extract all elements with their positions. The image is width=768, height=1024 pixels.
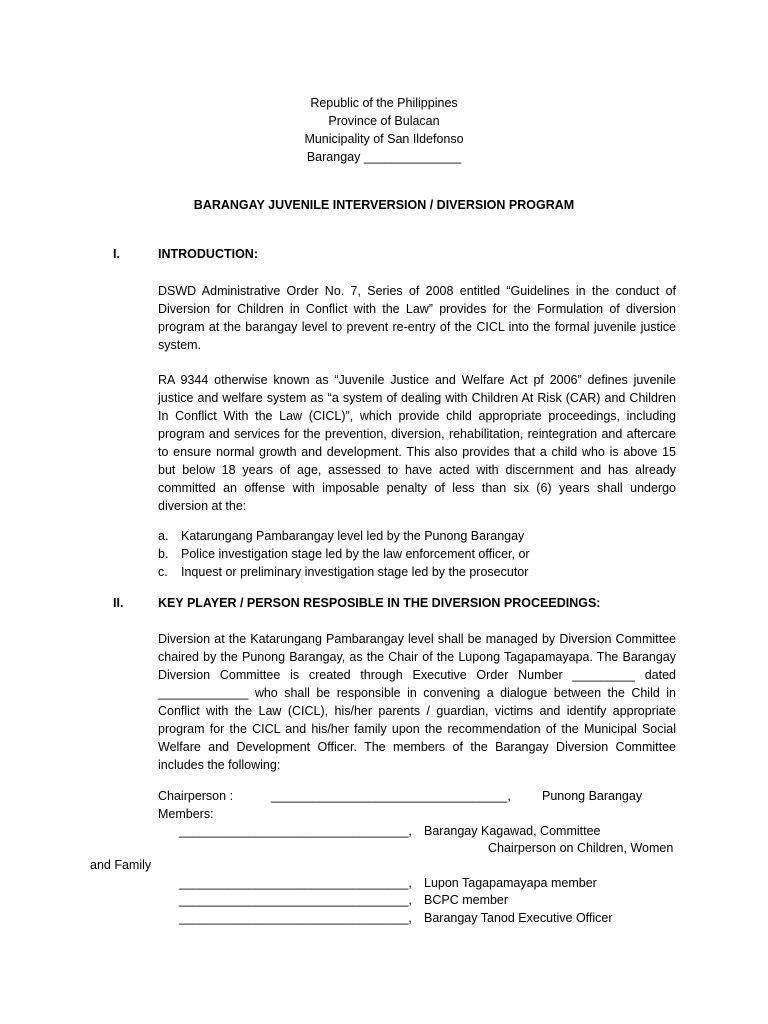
section-2-number: II.: [113, 596, 124, 610]
member-role: BCPC member: [424, 893, 509, 907]
member-role-continued-2: and Family: [90, 858, 152, 872]
member-blank: _________________________________,: [179, 911, 412, 925]
document-title: BARANGAY JUVENILE INTERVERSION / DIVERSION PROGRAM: [193, 198, 575, 212]
list-item: a. Katarungang Pambarangay level led by the Punong Barangay: [158, 529, 525, 543]
member-role: Barangay Kagawad, Committee: [424, 824, 601, 838]
list-item: c. Inquest or preliminary investigation stage led by the prosecutor: [158, 565, 529, 579]
section-1-paragraph-2: RA 9344 otherwise known as “Juvenile Justice and Welfare Act pf 2006” defines juvenile justice and welfare system as “a system of dealing with Children At Risk (CAR) and Children In Conflict With the Law (CICL)”, which provide child appropriate proceedings, including program and services for the prevention, diversion, rehabilitation, reintegration and aftercare to ensure normal growth and development. This also provides that a child who is above 15 but below 18 years of age, assessed to have acted with discernment and has already committed an offense with imposable penalty of less than six (6) years shall undergo diversion at the:: [158, 373, 676, 513]
section-2-heading: [113, 596, 600, 610]
section-1-heading: [113, 247, 258, 261]
member-blank: _________________________________,: [179, 824, 412, 838]
document-header: [0, 94, 768, 166]
header-province: Province of Bulacan: [328, 114, 440, 128]
header-municipality: Municipality of San Ildefonso: [304, 132, 464, 146]
member-blank: _________________________________,: [179, 893, 412, 907]
section-1-paragraph-1: DSWD Administrative Order No. 7, Series of 2008 entitled “Guidelines in the conduct of Diversion for Children in Conflict with the Law” provides for the Formulation of diversion program at the barangay level to prevent re-entry of the CICL into the formal juvenile justice system.: [158, 284, 676, 352]
member-blank: _________________________________,: [179, 876, 412, 890]
member-role: Lupon Tagapamayapa member: [424, 876, 597, 890]
section-1-title: INTRODUCTION:: [158, 247, 258, 261]
chairperson-role: Punong Barangay: [542, 789, 643, 803]
member-role-continued: Chairperson on Children, Women: [488, 841, 674, 855]
member-role: Barangay Tanod Executive Officer: [424, 911, 613, 925]
chairperson-blank: __________________________________,: [271, 789, 511, 803]
header-barangay: Barangay ______________: [306, 150, 462, 164]
chairperson-label: Chairperson :: [158, 789, 234, 803]
header-republic: Republic of the Philippines: [310, 96, 458, 110]
section-2-title: KEY PLAYER / PERSON RESPOSIBLE IN THE DIVERSION PROCEEDINGS:: [158, 596, 601, 610]
section-2-paragraph-1: Diversion at the Katarungang Pambarangay level shall be managed by Diversion Committee chaired by the Punong Barangay, as the Chair of the Lupong Tagapamayapa. The Barangay Diversion Committee is created through Executive Order Number _________ dated _____________ who shall be responsible in convening a dialogue between the Child in Conflict with the Law (CICL), his/her parents / guardian, victims and identify appropriate program for the CICL and his/her family upon the recommendation of the Municipal Social Welfare and Development Officer. The members of the Barangay Diversion Committee includes the following:: [158, 632, 676, 772]
section-1-number: I.: [113, 247, 120, 261]
list-item: b. Police investigation stage led by the law enforcement officer, or: [158, 547, 530, 561]
members-label: Members:: [158, 807, 214, 821]
diversion-stage-list: [158, 527, 676, 581]
